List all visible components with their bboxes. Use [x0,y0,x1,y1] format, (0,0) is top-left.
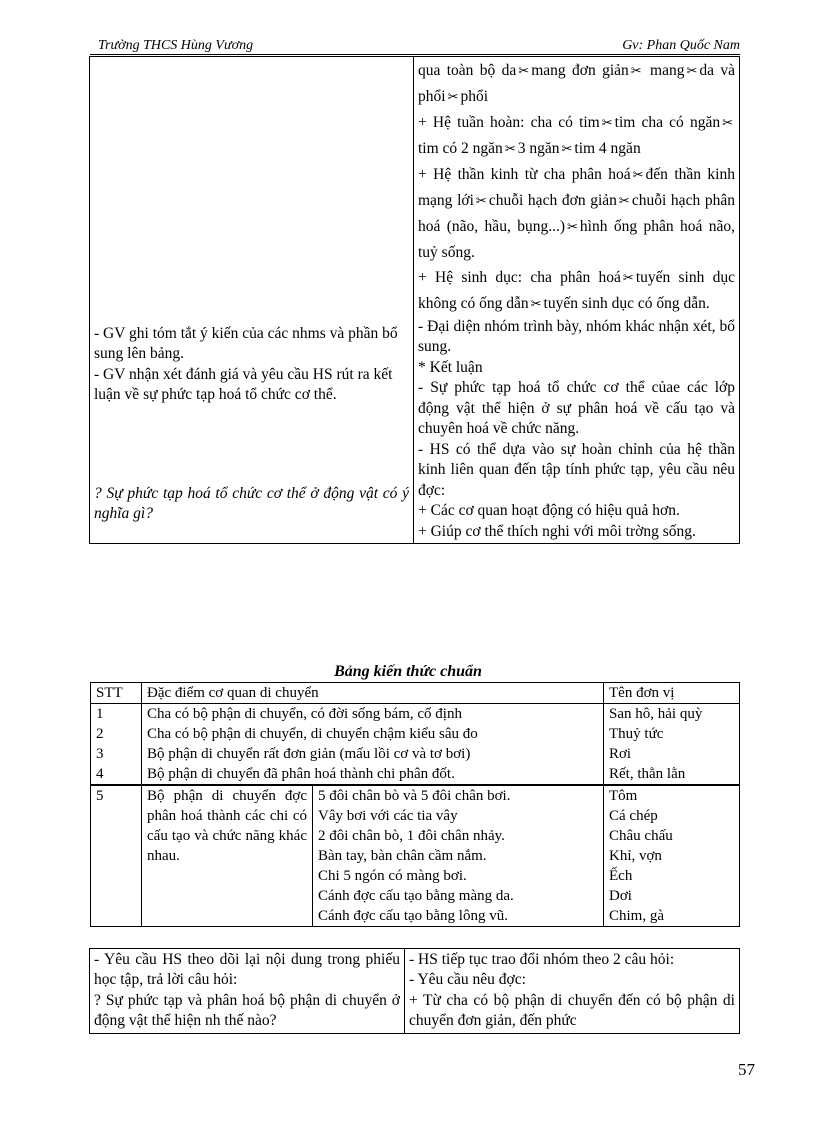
arrow-icon: ✂ [518,64,530,79]
student-column [414,57,740,544]
teacher-question: ? Sự phức tạp và phân hoá bộ phận di chuyển ở động vật thể hiện nh thế nào? [94,991,400,1030]
arrow-icon: ✂ [566,220,578,235]
arrow-icon: ✂ [622,271,634,286]
student-answer: + Từ cha có bộ phận di chuyển đến có bộ phận di chuyển đơn giản, đến phức [409,991,735,1030]
detail-cell: 5 đôi chân bò và 5 đôi chân bơi. Vây bơi với các tia vây 2 đôi chân bò, 1 đôi chân nhảy. Bàn tay, bàn chân cầm nắm. Chi 5 ngón có màng bơi. Cánh đợc cấu tạo bằng màng da. Cánh đợc cấu tạo bằng lông vũ. [313,785,604,927]
stt-cell: 1 2 3 4 [91,704,142,786]
feature-cell: Cha có bộ phận di chuyển, có đời sống bám, cố định Cha có bộ phận di chuyển, di chuyển chậm kiểu sâu đo Bộ phận di chuyển rất đơn giản (mấu lồi cơ và tơ bơi) Bộ phận di chuyển đã phân hoá thành chi phân đốt. [142,704,604,786]
teacher-instruction: - Yêu cầu HS theo dõi lại nội dung trong phiếu học tập, trả lời câu hỏi: [94,951,400,989]
table-row [91,785,740,927]
circulatory-line: + Hệ tuần hoàn: cha có tim ✂ tim cha có ngăn ✂tim có 2 ngăn ✂ 3 ngăn ✂ tim 4 ngăn [418,114,733,157]
arrow-icon: ✂ [475,194,487,209]
answer-point-2: + Giúp cơ thể thích nghi với môi trờng sống. [418,522,696,540]
school-name: Trường THCS Hùng Vương [98,38,254,53]
stt-cell: 5 [91,785,142,927]
arrow-icon: ✂ [504,142,516,157]
table-row [91,704,740,786]
arrow-icon: ✂ [618,194,630,209]
header-name: Tên đơn vị [604,683,740,704]
nervous-line: + Hệ thần kinh từ cha phân hoá ✂ đến thần kinh mạng lới ✂ chuỗi hạch đơn giản ✂ chuỗi hạch phân hoá (não, hầu, bụng...) ✂ hình ống phân hoá não, tuỷ sống. [418,166,735,261]
teacher-column [90,57,414,544]
student-task: - HS tiếp tục trao đổi nhóm theo 2 câu hỏi: [409,951,675,968]
group-report: - Đại diện nhóm trình bày, nhóm khác nhận xét, bổ sung. [418,318,735,356]
arrow-icon: ✂ [632,168,644,183]
name-cell: San hô, hải quỳ Thuỷ tức Rơi Rết, thằn lằn [604,704,740,786]
conclusion-text: - Sự phức tạp hoá tổ chức cơ thể củae các lớp động vật thể hiện ở sự phân hoá về cấu tạo và chuyên hoá về chức năng. [418,379,735,438]
teacher-question: ? Sự phức tạp hoá tổ chức cơ thể ở động vật có ý nghĩa gì? [94,484,409,523]
header-stt: STT [91,683,142,704]
reproductive-line: + Hệ sinh dục: cha phân hoá ✂ tuyến sinh dục không có ống dẫn ✂ tuyến sinh dục có ống dẫn. [418,269,736,312]
teacher-note-2: - GV nhận xét đánh giá và yêu cầu HS rút ra kết luận về sự phức tạp hoá tổ chức cơ thể. [94,365,393,404]
answer-point-1: + Các cơ quan hoạt động có hiệu quả hơn. [418,502,680,520]
page-header [90,38,740,55]
respiratory-line: qua toàn bộ da ✂ mang đơn giản ✂ mang ✂ da và phổi ✂ phổi [418,62,735,105]
table-header-row [91,683,740,704]
activity-table [89,56,740,544]
feature-cell: Bộ phận di chuyển đợc phân hoá thành các chi có cấu tạo và chức năng khác nhau. [142,785,313,927]
arrow-icon: ✂ [561,142,573,157]
header-feature: Đặc điểm cơ quan di chuyển [142,683,604,704]
activity-table-2 [89,948,740,1034]
name-cell: Tôm Cá chép Châu chấu Khỉ, vợn Ếch Dơi Chim, gà [604,785,740,927]
student-answer: - HS có thể dựa vào sự hoàn chỉnh của hệ thần kinh liên quan đến tập tính phức tạp, yêu cầu nêu đợc: [418,440,735,499]
arrow-icon: ✂ [601,116,613,131]
teacher-note-1: - GV ghi tóm tắt ý kiến của các nhms và phần bổ sung lên bảng. [94,325,398,363]
arrow-icon: ✂ [630,64,642,79]
student-column [405,949,740,1034]
teacher-column [90,949,405,1034]
arrow-icon: ✂ [722,116,733,131]
knowledge-table [90,682,740,927]
student-requirement: - Yêu cầu nêu đợc: [409,971,526,989]
table-title: Bảng kiến thức chuẩn [334,663,482,680]
page-number: 57 [738,1060,755,1079]
arrow-icon: ✂ [530,297,542,312]
conclusion-heading: * Kết luận [418,358,483,376]
arrow-icon: ✂ [686,64,698,79]
teacher-name: Gv: Phan Quốc Nam [622,38,740,53]
arrow-icon: ✂ [447,90,459,105]
